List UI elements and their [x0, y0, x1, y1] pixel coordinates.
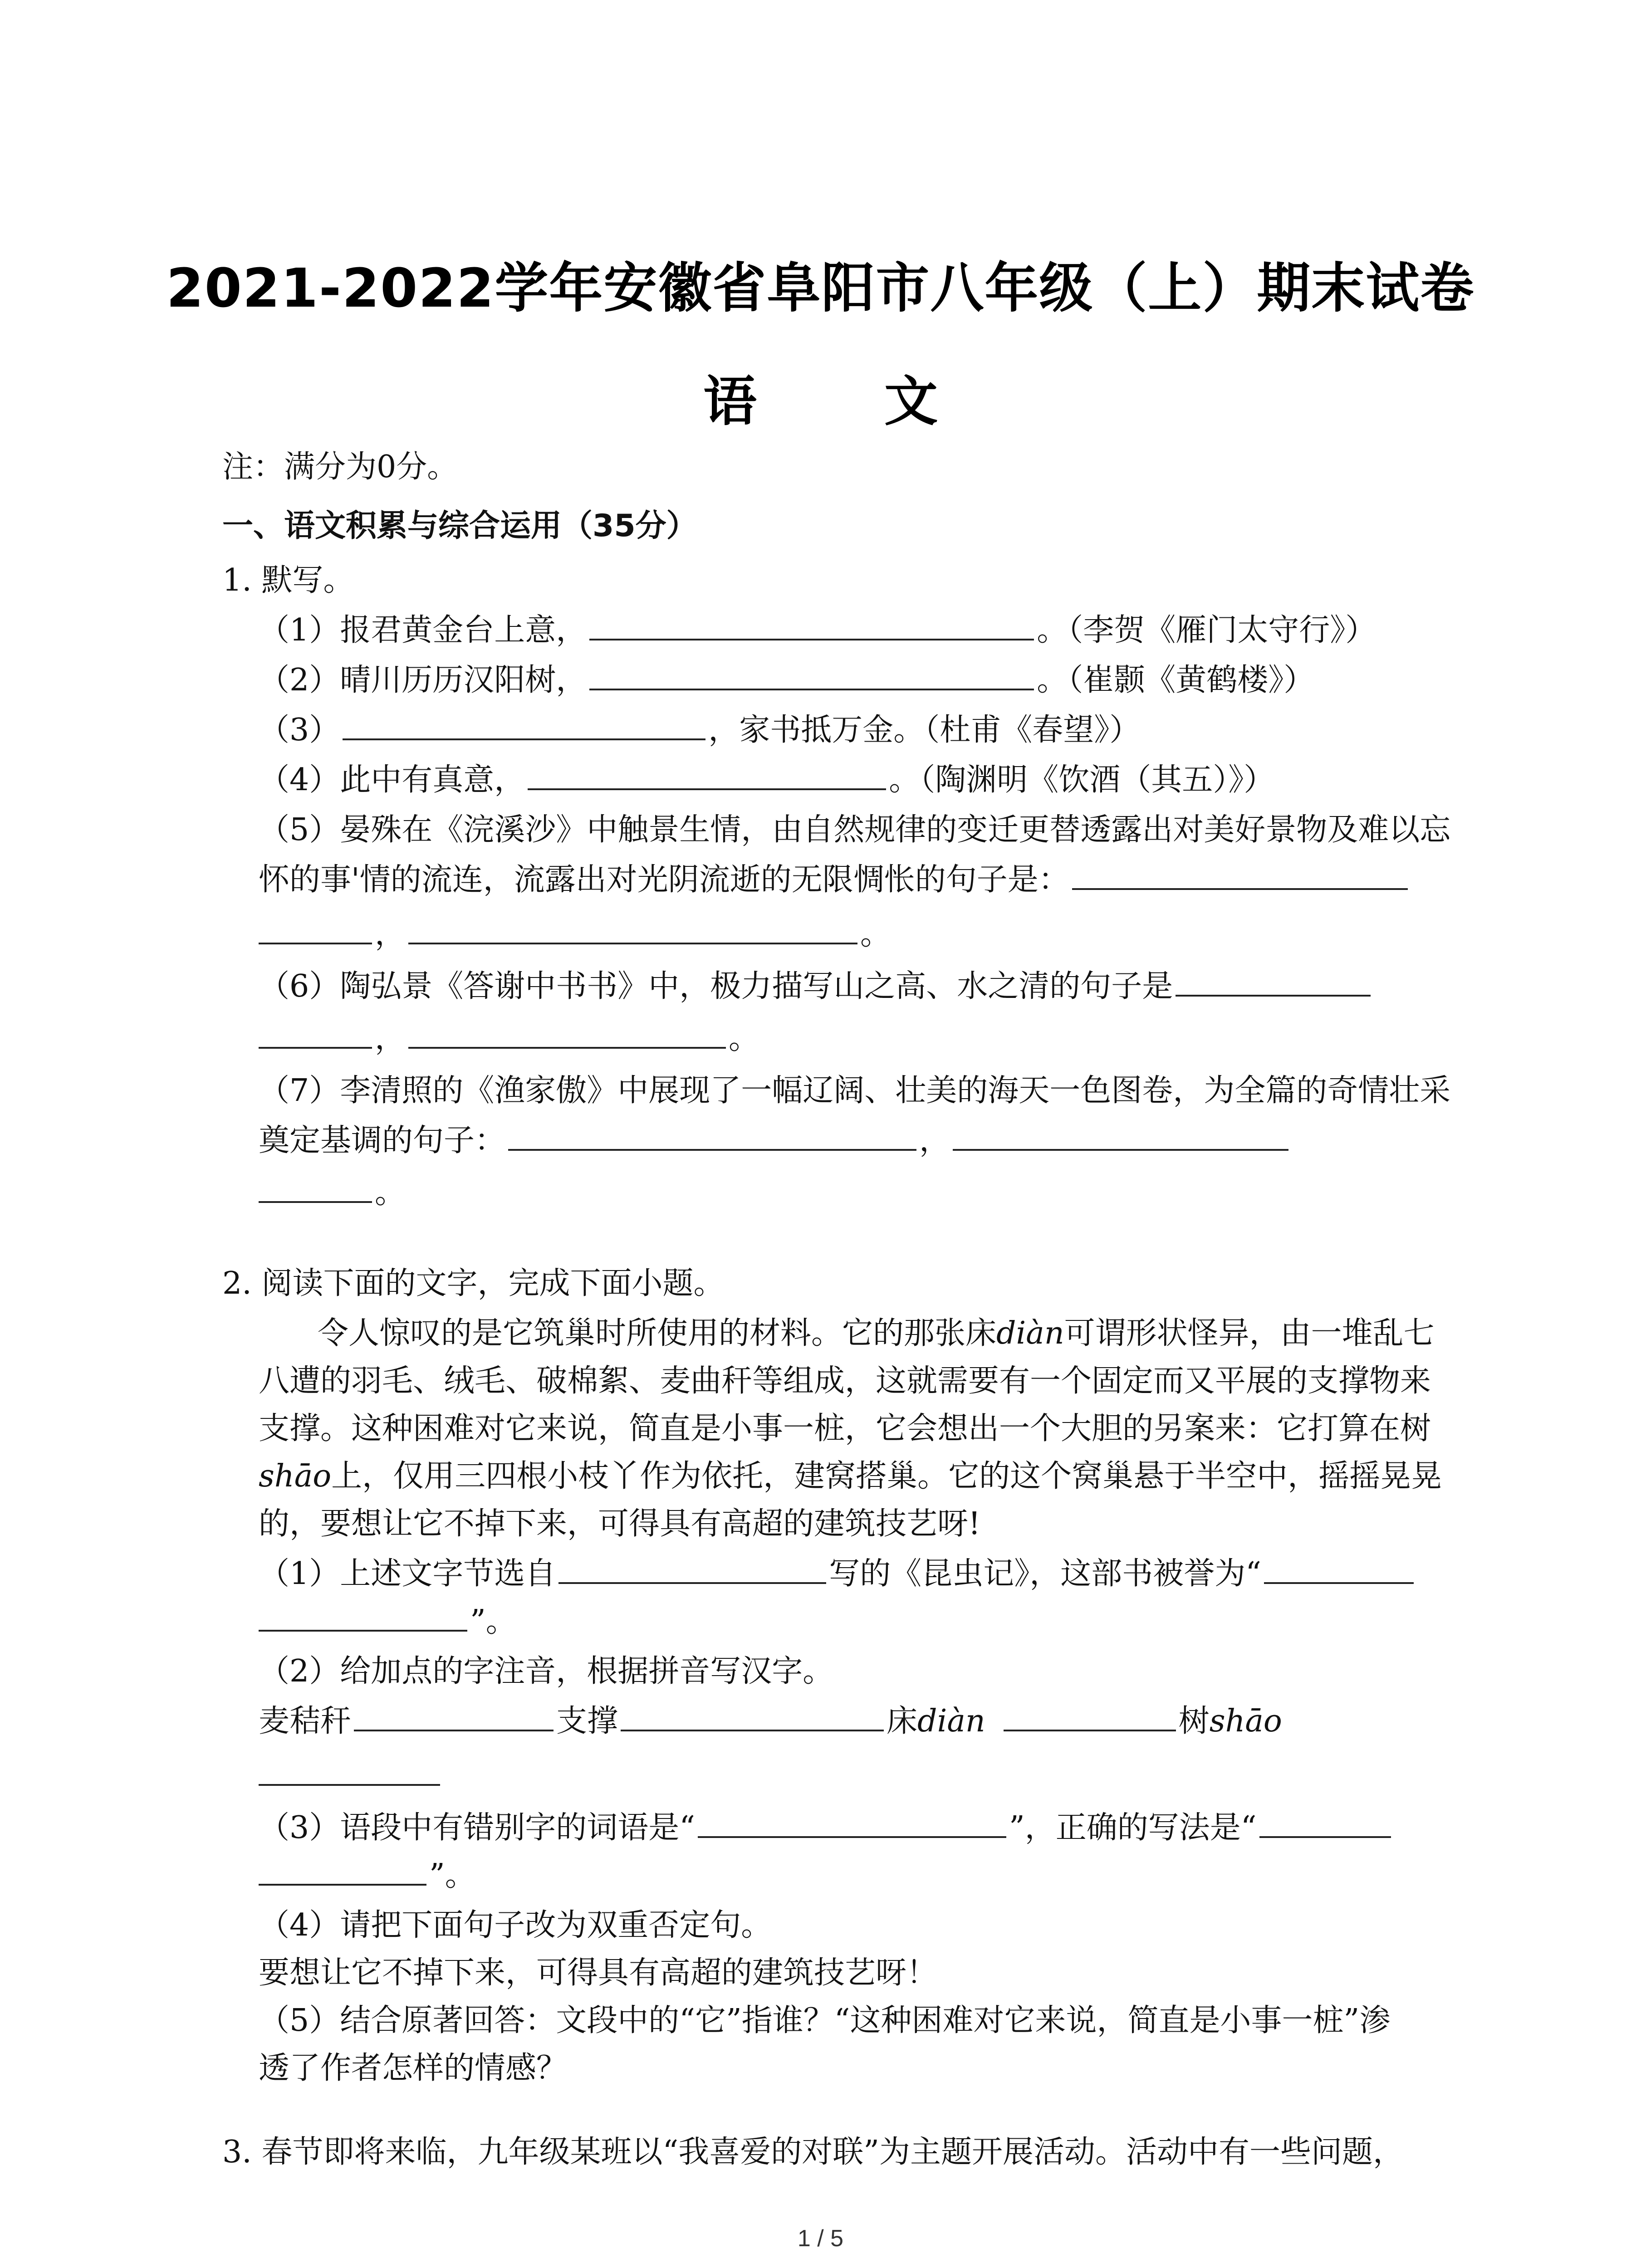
text: （3） [259, 712, 340, 748]
text: ”。 [429, 1857, 476, 1893]
answer-blank[interactable] [1176, 967, 1371, 997]
q2-sub4: （4）请把下面句子改为双重否定句。 [259, 1907, 772, 1943]
q2-stem: 2. 阅读下面的文字，完成下面小题。 [222, 1266, 725, 1301]
answer-blank[interactable] [354, 1701, 554, 1731]
text: 令人惊叹的是它筑巢时所使用的材料。它的那张床 [318, 1315, 997, 1351]
text: ， [919, 1123, 950, 1158]
text: 。 [375, 1175, 406, 1211]
q1-item-7-line3 [259, 1173, 406, 1213]
answer-blank[interactable] [343, 710, 705, 740]
text: （2）晴川历历汉阳树， [259, 662, 587, 698]
q2-sub1-line2 [259, 1601, 517, 1642]
pinyin: diàn [917, 1703, 985, 1739]
answer-blank[interactable] [698, 1808, 1006, 1838]
text: 麦秸秆 [259, 1703, 352, 1739]
pinyin: diàn [996, 1315, 1064, 1351]
text: 床 [887, 1703, 918, 1739]
answer-blank[interactable] [528, 760, 886, 790]
text: 。 [860, 916, 892, 952]
answer-blank[interactable] [259, 1602, 467, 1632]
q2-para-line1 [318, 1313, 1435, 1354]
text: 可谓形状怪异，由一堆乱七 [1064, 1315, 1435, 1351]
q2-sub3-line2 [259, 1855, 476, 1896]
q2-sub2: （2）给加点的字注音，根据拼音写汉字。 [259, 1653, 834, 1689]
q1-item-5-line3 [259, 914, 891, 955]
answer-blank[interactable] [1264, 1554, 1414, 1584]
q2-para-line3: 支撑。这种困难对它来说，简直是小事一桩，它会想出一个大胆的另案来：它打算在树 [259, 1411, 1431, 1447]
text: 树 [1178, 1703, 1210, 1739]
answer-blank[interactable] [1004, 1701, 1176, 1731]
text: （3）语段中有错别字的词语是“ [259, 1810, 696, 1846]
q1-item-2 [259, 660, 1314, 701]
section-heading: 一、语文积累与综合运用（35分） [222, 508, 697, 544]
text: （1）报君黄金台上意， [259, 612, 587, 648]
text: ”，正确的写法是“ [1009, 1810, 1257, 1846]
answer-blank[interactable] [1072, 860, 1408, 890]
q1-item-5-line1: （5）晏殊在《浣溪沙》中触景生情，由自然规律的变迁更替透露出对美好景物及难以忘 [259, 812, 1451, 848]
answer-blank[interactable] [1259, 1808, 1391, 1838]
text: 。（李贺《雁门太守行》） [1037, 612, 1376, 648]
q2-sub4-sentence: 要想让它不掉下来，可得具有高超的建筑技艺呀！ [259, 1955, 938, 1991]
answer-blank[interactable] [259, 1856, 426, 1886]
text: （1）上述文字节选自 [259, 1556, 556, 1592]
text: 奠定基调的句子： [259, 1123, 506, 1158]
q2-para-line2: 八遭的羽毛、绒毛、破棉絮、麦曲秆等组成，这就需要有一个固定而又平展的支撑物来 [259, 1363, 1431, 1399]
pinyin: shāo [1209, 1703, 1282, 1739]
text: 。 [729, 1021, 760, 1056]
q1-stem: 1. 默写。 [222, 562, 354, 598]
text: ， [375, 916, 406, 952]
q2-para-line4 [259, 1456, 1442, 1497]
text: ，家书抵万金。（杜甫《春望》） [708, 712, 1141, 748]
text: 写的《昆虫记》，这部书被誉为“ [829, 1556, 1262, 1592]
answer-blank[interactable] [621, 1701, 884, 1731]
text: 怀的事'情的流连，流露出对光阴流逝的无限惆怅的句子是： [259, 862, 1069, 898]
answer-blank[interactable] [508, 1121, 916, 1151]
q1-item-6-line1 [259, 966, 1373, 1007]
q3-stem: 3. 春节即将来临，九年级某班以“我喜爱的对联”为主题开展活动。活动中有一些问题， [222, 2134, 1404, 2170]
q2-sub5-line2: 透了作者怎样的情感？ [259, 2050, 568, 2086]
answer-blank[interactable] [259, 1019, 372, 1049]
text: 。（陶渊明《饮酒（其五）》） [889, 762, 1275, 798]
text: 上，仅用三四根小枝丫作为依托，建窝搭巢。它的这个窝巢悬于半空中，摇摇晃晃 [331, 1458, 1442, 1494]
q1-item-1 [259, 610, 1376, 651]
q1-item-5-line2 [259, 860, 1411, 900]
q1-item-7-line2 [259, 1120, 1291, 1161]
q2-para-line5: 的，要想让它不掉下来，可得具有高超的建筑技艺呀! [259, 1506, 981, 1542]
q2-sub3-line1 [259, 1808, 1394, 1848]
text: ， [375, 1021, 406, 1056]
q2-sub1-line1 [259, 1554, 1416, 1594]
q1-item-7-line1: （7）李清照的《渔家傲》中展现了一幅辽阔、壮美的海天一色图卷，为全篇的奇情壮采 [259, 1073, 1451, 1109]
q1-item-3 [259, 710, 1140, 751]
text: 支撑 [556, 1703, 618, 1739]
text: 。（崔颢《黄鹤楼》） [1037, 662, 1315, 698]
q1-item-4 [259, 760, 1274, 801]
answer-blank[interactable] [953, 1121, 1288, 1151]
q2-sub5-line1: （5）结合原著回答：文段中的“它”指谁？“这种困难对它来说，简直是小事一桩”渗 [259, 2003, 1391, 2038]
answer-blank[interactable] [259, 914, 372, 944]
score-note: 注：满分为0分。 [222, 449, 458, 485]
answer-blank[interactable] [259, 1756, 440, 1786]
text: （6）陶弘景《答谢中书书》中，极力描写山之高、水之清的句子是 [259, 968, 1173, 1004]
exam-title: 2021-2022学年安徽省阜阳市八年级（上）期末试卷 [166, 257, 1475, 319]
pinyin: shāo [259, 1458, 332, 1494]
q2-sub2-words [259, 1701, 1282, 1742]
text: （4）此中有真意， [259, 762, 525, 798]
q1-item-6-line2 [259, 1018, 759, 1059]
answer-blank[interactable] [408, 914, 857, 944]
page-number: 1 / 5 [797, 2225, 844, 2252]
exam-subject: 语 文 [703, 370, 993, 433]
answer-blank[interactable] [259, 1173, 372, 1203]
q2-sub2-blank-line [259, 1755, 443, 1796]
answer-blank[interactable] [589, 660, 1034, 690]
answer-blank[interactable] [558, 1554, 826, 1584]
answer-blank[interactable] [408, 1019, 726, 1049]
answer-blank[interactable] [589, 611, 1034, 640]
text: ”。 [470, 1603, 517, 1639]
